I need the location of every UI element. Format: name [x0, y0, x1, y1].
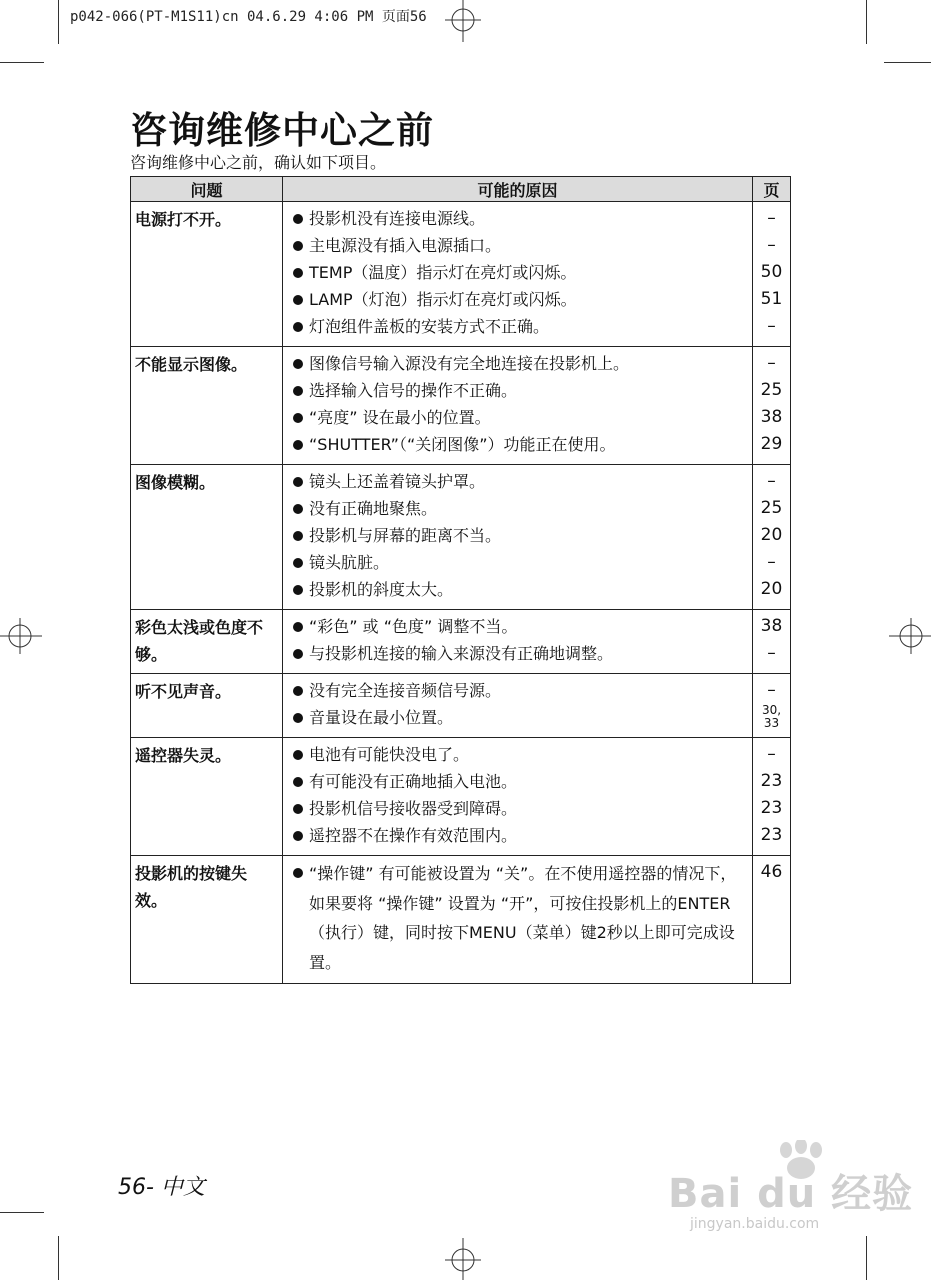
crop-mark-left-horizontal — [0, 62, 44, 63]
bullet-icon — [293, 241, 303, 251]
page-footer: 56- 中文 — [118, 1175, 205, 1200]
bullet-icon — [293, 713, 303, 723]
cause-item: 电池有可能快没电了。 — [287, 741, 748, 768]
page-ref: 20 — [760, 579, 783, 599]
cause-item: 镜头肮脏。 — [287, 549, 748, 576]
cause-item: 投影机与屏幕的距离不当。 — [287, 522, 748, 549]
cause-item: 有可能没有正确地插入电池。 — [287, 768, 748, 795]
bullet-icon — [293, 295, 303, 305]
cause-item: 投影机没有连接电源线。 — [287, 205, 748, 232]
problem-cell: 彩色太浅或色度不够。 — [131, 610, 283, 674]
page-ref: – — [767, 643, 776, 663]
cause-item: 图像信号输入源没有完全地连接在投影机上。 — [287, 350, 748, 377]
cause-item: “亮度” 设在最小的位置。 — [287, 404, 748, 431]
bullet-icon — [293, 268, 303, 278]
table-row — [131, 465, 791, 610]
cause-item: 音量设在最小位置。 — [287, 704, 748, 731]
page-ref: – — [767, 744, 776, 764]
bullet-icon — [293, 804, 303, 814]
cause-item: “彩色” 或 “色度” 调整不当。 — [287, 613, 748, 640]
page-ref: – — [767, 235, 776, 255]
bullet-icon — [293, 686, 303, 696]
page-ref: 25 — [760, 380, 783, 400]
pages-cell — [753, 202, 791, 347]
table-row — [131, 856, 791, 984]
cause-item: “操作键” 有可能被设置为 “关”。在不使用遥控器的情况下，如果要将 “操作键” 设置为 “开”，可按住投影机上的ENTER（执行）键，同时按下MENU（菜单）键2秒以上即可完成设置。 — [287, 859, 748, 977]
pages-cell — [753, 674, 791, 738]
cause-item: 没有完全连接音频信号源。 — [287, 677, 748, 704]
causes-cell — [283, 465, 753, 610]
page-title: 咨询维修中心之前 — [130, 109, 434, 152]
bullet-icon — [293, 440, 303, 450]
crop-mark-top-left — [58, 0, 59, 44]
bullet-icon — [293, 868, 303, 878]
crop-mark-bottom-left — [58, 1236, 59, 1280]
problem-cell: 遥控器失灵。 — [131, 738, 283, 856]
causes-cell — [283, 674, 753, 738]
table-row — [131, 674, 791, 738]
table-header-row — [131, 177, 791, 202]
cause-item: TEMP（温度）指示灯在亮灯或闪烁。 — [287, 259, 748, 286]
page-ref: – — [767, 316, 776, 336]
pages-cell — [753, 856, 791, 984]
causes-cell — [283, 610, 753, 674]
table-row — [131, 610, 791, 674]
page-ref: 30, — [761, 703, 782, 717]
cause-item: 灯泡组件盖板的安装方式不正确。 — [287, 313, 748, 340]
bullet-icon — [293, 531, 303, 541]
page-ref: – — [767, 552, 776, 572]
print-header: p042-066(PT-M1S11)cn 04.6.29 4:06 PM 页面56 — [70, 9, 427, 25]
cause-item: 遥控器不在操作有效范围内。 — [287, 822, 748, 849]
bullet-icon — [293, 585, 303, 595]
pages-cell — [753, 610, 791, 674]
cause-item: 主电源没有插入电源插口。 — [287, 232, 748, 259]
cause-item: 投影机信号接收器受到障碍。 — [287, 795, 748, 822]
page-ref: 38 — [760, 616, 783, 636]
watermark — [668, 1138, 914, 1248]
bullet-icon — [293, 750, 303, 760]
crop-mark-right-horizontal — [884, 62, 931, 63]
causes-cell — [283, 738, 753, 856]
bullet-icon — [293, 214, 303, 224]
bullet-icon — [293, 649, 303, 659]
problem-cell: 电源打不开。 — [131, 202, 283, 347]
problem-cell: 不能显示图像。 — [131, 347, 283, 465]
cause-item: 没有正确地聚焦。 — [287, 495, 748, 522]
bullet-icon — [293, 831, 303, 841]
problem-cell: 听不见声音。 — [131, 674, 283, 738]
page-ref: 20 — [760, 525, 783, 545]
crop-mark-top-right — [866, 0, 867, 44]
table-row — [131, 738, 791, 856]
bullet-icon — [293, 386, 303, 396]
problem-cell: 投影机的按键失效。 — [131, 856, 283, 984]
cause-item: 与投影机连接的输入来源没有正确地调整。 — [287, 640, 748, 667]
bullet-icon — [293, 558, 303, 568]
bullet-icon — [293, 477, 303, 487]
bullet-icon — [293, 622, 303, 632]
causes-cell — [283, 347, 753, 465]
causes-cell — [283, 856, 753, 984]
page-ref: 23 — [760, 825, 783, 845]
header-problem: 问题 — [131, 177, 283, 202]
pages-cell — [753, 738, 791, 856]
bullet-icon — [293, 359, 303, 369]
watermark-url: jingyan.baidu.com — [690, 1216, 820, 1232]
cause-item: 选择输入信号的操作不正确。 — [287, 377, 748, 404]
causes-cell — [283, 202, 753, 347]
table-row — [131, 202, 791, 347]
bullet-icon — [293, 777, 303, 787]
bullet-icon — [293, 322, 303, 332]
page-ref: – — [767, 680, 776, 700]
cause-item: 投影机的斜度太大。 — [287, 576, 748, 603]
pages-cell — [753, 465, 791, 610]
registration-mark-bottom — [441, 1236, 485, 1280]
registration-mark-top — [441, 0, 485, 44]
troubleshooting-table — [130, 176, 791, 984]
header-page: 页 — [753, 177, 791, 202]
page-ref: 38 — [760, 407, 783, 427]
page-ref: 29 — [760, 434, 783, 454]
page-ref: – — [767, 208, 776, 228]
bullet-icon — [293, 504, 303, 514]
page-ref: 50 — [760, 262, 783, 282]
page-ref: 23 — [760, 798, 783, 818]
cause-item: “SHUTTER”（“关闭图像”）功能正在使用。 — [287, 431, 748, 458]
table-row — [131, 347, 791, 465]
registration-mark-right — [887, 614, 931, 658]
page-ref: – — [767, 471, 776, 491]
pages-cell — [753, 347, 791, 465]
registration-mark-left — [0, 614, 44, 658]
page-ref: 46 — [760, 862, 783, 882]
page-ref: 25 — [760, 498, 783, 518]
header-cause: 可能的原因 — [283, 177, 753, 202]
page-ref: 51 — [760, 289, 783, 309]
bullet-icon — [293, 413, 303, 423]
problem-cell: 图像模糊。 — [131, 465, 283, 610]
intro-text: 咨询维修中心之前，确认如下项目。 — [130, 153, 387, 172]
page-ref: 23 — [760, 771, 783, 791]
page-ref: 33 — [763, 716, 780, 730]
watermark-brand: Bai du 经验 — [668, 1171, 914, 1217]
crop-mark-bottom-left-horizontal — [0, 1212, 44, 1213]
page-ref: – — [767, 353, 776, 373]
cause-item: LAMP（灯泡）指示灯在亮灯或闪烁。 — [287, 286, 748, 313]
cause-item: 镜头上还盖着镜头护罩。 — [287, 468, 748, 495]
